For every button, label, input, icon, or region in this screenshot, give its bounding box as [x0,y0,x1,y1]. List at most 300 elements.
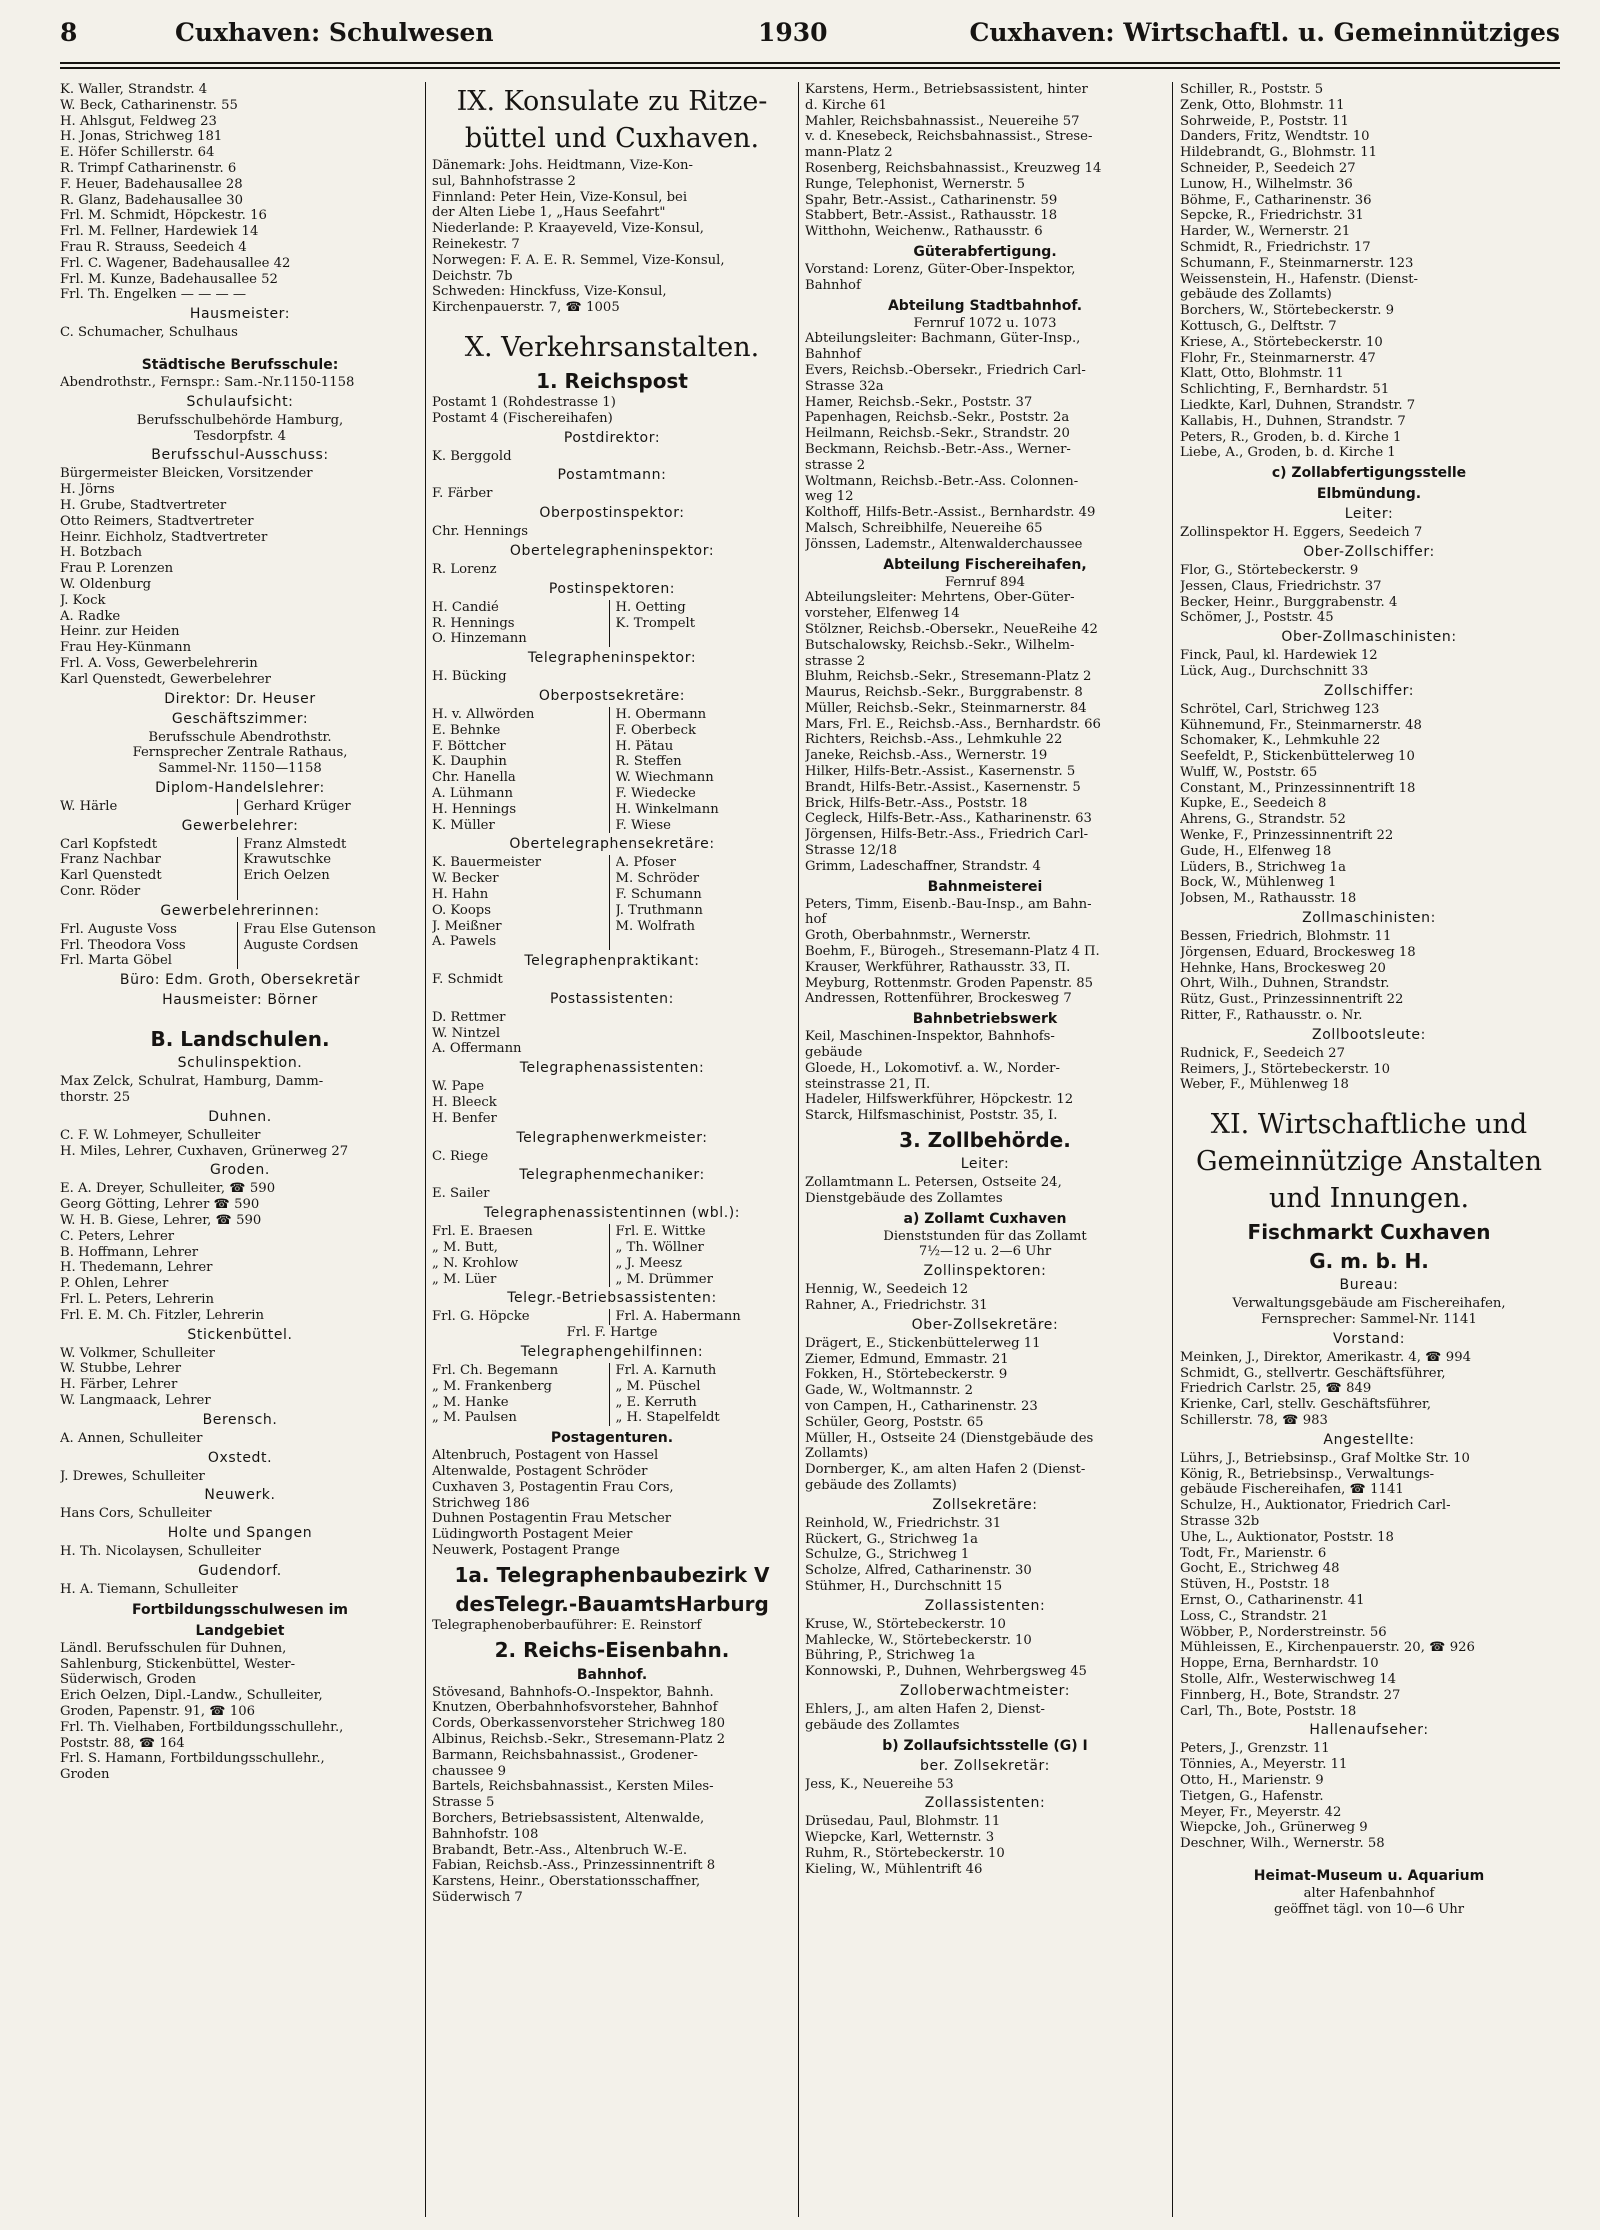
role-label: Telegraphenpraktikant: [524,953,700,970]
list-right [237,799,421,815]
entry-line: Frl. L. Peters, Lehrerin [60,1292,215,1308]
list-item: H. Oetting [615,599,686,615]
column-1 [60,82,420,2217]
role-label: Telegraphenassistenten: [519,1060,705,1077]
role-label: Zollsekretäre: [932,1496,1038,1513]
list-item: Krawutschke [243,852,332,868]
entry-line: Hildebrandt, G., Blohmstr. 11 [1180,145,1377,161]
entry-line: H. Ahlsgut, Feldweg 23 [60,113,217,129]
entry-line: Müller, Reichsb.-Sekr., Steinmarnerstr. 84 [805,700,1087,716]
entry-line: Kottusch, G., Delftstr. 7 [1180,318,1337,334]
entry-line: König, R., Betriebsinsp., Verwaltungs- [1180,1466,1435,1482]
role-label: Holte und Spangen [167,1525,313,1542]
entry-line: Frl. A. Voss, Gewerbelehrerin [60,655,258,671]
entry-line: Liedkte, Karl, Duhnen, Strandstr. 7 [1180,397,1416,413]
group-heading: Städtische Berufsschule: [141,356,339,373]
entry-line: Groth, Oberbahnmstr., Wernerstr. [805,928,1031,944]
entry-line: Lück, Aug., Durchschnitt 33 [1180,663,1369,679]
entry-line: W. H. B. Giese, Lehrer, ☎ 590 [60,1213,262,1229]
entry-line: Uhe, L., Auktionator, Poststr. 18 [1180,1529,1394,1545]
entry-line: Lüdingworth Postagent Meier [432,1527,633,1543]
entry-line: Bessen, Friedrich, Blohmstr. 11 [1180,929,1392,945]
entry-line: Peters, Timm, Eisenb.-Bau-Insp., am Bahn- [805,896,1092,912]
list-item: „ Th. Wöllner [615,1240,704,1256]
entry-line: W. Volkmer, Schulleiter [60,1345,215,1361]
entry-line: Beckmann, Reichsb.-Betr.-Ass., Werner- [805,441,1071,457]
entry-line: Ziemer, Edmund, Emmastr. 21 [805,1351,1009,1367]
entry-line: Constant, M., Prinzessinnentrift 18 [1180,780,1416,796]
entry-line: Neuwerk, Postagent Prange [432,1543,620,1559]
list-item: Frl. E. Braesen [432,1224,533,1240]
page-number: 8 [60,18,78,47]
role-label: Berufsschul-Ausschuss: [151,447,329,464]
entry-line: Hans Cors, Schulleiter [60,1506,212,1522]
entry-line: C. Peters, Lehrer [60,1228,175,1244]
entry-line: H. Miles, Lehrer, Cuxhaven, Grünerweg 27 [60,1143,349,1159]
entry-line: Duhnen Postagentin Frau Metscher [432,1511,672,1527]
entry-line: Frau R. Strauss, Seedeich 4 [60,239,247,255]
entry-line: hof [805,912,827,928]
list-right [237,922,421,969]
entry-line: Frl. M. Fellner, Hardewiek 14 [60,224,259,240]
role-label: Zollinspektoren: [923,1263,1047,1280]
two-column-list [60,837,420,900]
role-label: Ober-Zollmaschinisten: [1281,629,1457,646]
page-header [60,18,1560,60]
entry-line: Richters, Reichsb.-Ass., Lehmkuhle 22 [805,732,1063,748]
entry-line: Kallabis, H., Duhnen, Strandstr. 7 [1180,413,1406,429]
entry-line: W. Beck, Catharinenstr. 55 [60,97,238,113]
role-label: Oberpostinspektor: [539,505,685,522]
list-left [432,707,609,833]
list-left [432,855,609,950]
role-label: Telegr.-Betriebsassistenten: [507,1290,717,1307]
entry-line: Wiepcke, Joh., Grünerweg 9 [1180,1820,1368,1836]
list-right [609,1309,793,1325]
entry-line: Starck, Hilfsmaschinist, Poststr. 35, I. [805,1108,1058,1124]
entry-line: Schlichting, F., Bernhardstr. 51 [1180,382,1390,398]
group-heading: Elbmündung. [1316,486,1422,503]
list-item: Gerhard Krüger [243,798,351,814]
entry-line: H. Grube, Stadtvertreter [60,497,227,513]
entry-line: R. Trimpf Catharinenstr. 6 [60,160,237,176]
entry-line: Strasse 32b [1180,1514,1260,1529]
entry-line: Schneider, P., Seedeich 27 [1180,160,1356,176]
entry-line: Weber, F., Mühlenweg 18 [1180,1077,1349,1093]
role-label: Angestellte: [1323,1431,1415,1448]
role-label: Gudendorf. [198,1563,282,1579]
entry-line: weg 12 [805,489,854,505]
list-item: F. Wiese [615,817,671,833]
two-column-list [432,855,792,950]
entry-line: Schiller, R., Poststr. 5 [1180,82,1324,97]
entry-line: Müller, H., Ostseite 24 (Dienstgebäude des [805,1430,1094,1446]
list-item: W. Wiechmann [615,770,714,786]
entry-line: sul, Bahnhofstrasse 2 [432,173,576,189]
entry-line: Strasse 12/18 [805,843,898,859]
entry-line: Zenk, Otto, Blohmstr. 11 [1180,97,1345,113]
entry-line: Kirchenpauerstr. 7, ☎ 1005 [432,300,620,316]
column-3 [805,82,1165,2217]
entry-line: Deichstr. 7b [432,268,513,284]
entry-line: Danders, Fritz, Wendtstr. 10 [1180,129,1370,145]
entry-line: Chr. Hennings [432,524,529,540]
list-left [60,837,237,900]
entry-line: Konnowski, P., Duhnen, Wehrbergsweg 45 [805,1664,1087,1680]
entry-line: Malsch, Schreibhilfe, Neuereihe 65 [805,520,1043,536]
list-item: „ M. Butt, [432,1240,498,1256]
entry-line: Erich Oelzen, Dipl.-Landw., Schulleiter, [60,1688,323,1704]
entry-line: Gude, H., Elfenweg 18 [1180,843,1332,859]
entry-line: von Campen, H., Catharinenstr. 23 [805,1398,1038,1414]
entry-line: Tietgen, G., Hafenstr. [1180,1788,1324,1804]
entry-line: Tönnies, A., Meyerstr. 11 [1180,1757,1348,1773]
entry-line: H. Thedemann, Lehrer [60,1260,213,1276]
column-divider-3 [1172,82,1173,2217]
list-left [432,1309,609,1325]
entry-line: Norwegen: F. A. E. R. Semmel, Vize-Konsul, [432,252,725,268]
entry-line: Max Zelck, Schulrat, Hamburg, Damm- [60,1074,324,1090]
section-heading: XI. Wirtschaftliche und [1210,1109,1528,1141]
entry-line: Kupke, E., Seedeich 8 [1180,796,1327,812]
role-label: Zolloberwachtmeister: [899,1682,1071,1699]
entry-line: Hilker, Hilfs-Betr.-Assist., Kasernenstr. 5 [805,764,1076,780]
entry-line: Kruse, W., Störtebeckerstr. 10 [805,1616,1006,1632]
role-label: Berensch. [202,1411,278,1428]
entry-line: H. Jonas, Strichweg 181 [60,129,223,145]
entry-line: Gade, W., Woltmannstr. 2 [805,1383,974,1399]
entry-line: Lunow, H., Wilhelmstr. 36 [1180,176,1353,192]
two-column-list [432,707,792,833]
role-label: Zollschiffer: [1323,682,1415,699]
group-heading: c) Zollabfertigungsstelle [1271,465,1467,482]
entry-line: Papenhagen, Reichsb.-Sekr., Poststr. 2a [805,410,1070,426]
entry-line: Stölzner, Reichsb.-Obersekr., NeueReihe 42 [805,621,1098,637]
subsection-heading: 3. Zollbehörde. [899,1128,1071,1153]
entry-line: Kieling, W., Mühlentrift 46 [805,1861,983,1877]
entry-line: Stabbert, Betr.-Assist., Rathausstr. 18 [805,208,1058,224]
entry-line: gebäude des Zollamts) [805,1477,957,1493]
entry-line: Böhme, F., Catharinenstr. 36 [1180,192,1372,208]
entry-line: Frau P. Lorenzen [60,561,174,577]
entry-line: Jörgensen, Eduard, Brockesweg 18 [1180,944,1416,960]
list-item: A. Pawels [432,934,497,950]
entry-line: Schulze, H., Auktionator, Friedrich Carl- [1180,1498,1451,1514]
spacer [1180,1093,1558,1105]
two-column-list [60,922,420,969]
entry-line: Frl. C. Wagener, Badehausallee 42 [60,255,291,271]
list-item: Frl. Marta Göbel [60,953,173,969]
entry-line: H. Jörns [60,482,115,498]
two-column-list [432,1363,792,1426]
entry-line: Peters, J., Grenzstr. 11 [1180,1741,1330,1757]
entry-line: Ohrt, Wilh., Duhnen, Strandstr. [1180,976,1390,992]
entry-line: steinstrasse 21, Π. [805,1076,931,1092]
entry-line: F. Heuer, Badehausallee 28 [60,176,243,192]
role-label: Groden. [210,1162,270,1179]
entry-line: Schrötel, Carl, Strichweg 123 [1180,701,1380,717]
entry-line: v. d. Knesebeck, Reichsbahnassist., Strese- [805,129,1093,145]
role-label: Direktor: Dr. Heuser [164,690,316,707]
spacer [60,341,420,353]
role-label: Diplom-Handelslehrer: [155,779,325,796]
list-item: O. Hinzemann [432,631,527,647]
header-rule-top [60,62,1560,64]
list-item: „ M. Drümmer [615,1271,713,1287]
role-label: Postassistenten: [550,990,674,1007]
group-heading: Bahnbetriebswerk [912,1011,1058,1028]
role-label: Zollassistenten: [924,1597,1046,1614]
entry-line: Hehnke, Hans, Brockesweg 20 [1180,960,1386,976]
entry-line: strasse 2 [805,457,866,473]
entry-line: Abteilungsleiter: Bachmann, Güter-Insp., [805,331,1081,347]
list-item: O. Koops [432,902,492,918]
role-label: Obertelegrapheninspektor: [509,542,715,559]
entry-line: Karl Quenstedt, Gewerbelehrer [60,671,271,687]
entry-line: Flor, G., Störtebeckerstr. 9 [1180,562,1359,578]
column-2 [432,82,792,2217]
entry-line: Gloede, H., Lokomotivf. a. W., Norder- [805,1060,1060,1076]
entry-line: Lüders, B., Strichweg 1a [1180,859,1346,875]
entry-line: P. Ohlen, Lehrer [60,1276,169,1292]
entry-line: Stövesand, Bahnhofs-O.-Inspektor, Bahnh. [432,1684,714,1700]
entry-line: chaussee 9 [432,1763,506,1779]
list-item: Karl Quenstedt [60,868,162,884]
entry-line: Karstens, Heinr., Oberstationsschaffner, [432,1874,701,1890]
role-label: ber. Zollsekretär: [920,1757,1050,1774]
entry-line: E. Höfer Schillerstr. 64 [60,145,215,161]
entry-line: W. Pape [432,1079,485,1095]
entry-line: Frl. Th. Vielhaben, Fortbildungsschullehr., [60,1719,344,1735]
entry-line: Janeke, Reichsb.-Ass., Wernerstr. 19 [805,748,1048,764]
entry-line: Süderwisch 7 [432,1889,523,1905]
entry-line: Lührs, J., Betriebsinsp., Graf Moltke Str. 10 [1180,1450,1470,1466]
group-heading: Heimat-Museum u. Aquarium [1253,1867,1485,1884]
entry-line: Brick, Hilfs-Betr.-Ass., Poststr. 18 [805,795,1028,811]
role-label: Leiter: [960,1156,1010,1173]
list-item: F. Böttcher [432,738,506,754]
entry-line: Dienstgebäude des Zollamtes [805,1190,1003,1206]
entry-line: Zollamts) [805,1446,869,1462]
entry-line: Finck, Paul, kl. Hardewiek 12 [1180,648,1378,664]
list-item: Frau Else Gutenson [243,921,376,937]
entry-line: Postamt 1 (Rohdestrasse 1) [432,394,616,410]
entry-line: Hadeler, Hilfswerkführer, Höpckestr. 12 [805,1092,1074,1108]
entry-line: H. Benfer [432,1110,497,1126]
entry-line: Mahler, Reichsbahnassist., Neuereihe 57 [805,113,1080,129]
entry-line: Abendrothstr., Fernspr.: Sam.-Nr.1150-1158 [60,374,355,390]
entry-line: Evers, Reichsb.-Obersekr., Friedrich Carl- [805,362,1086,378]
entry-line: Groden [60,1767,110,1783]
list-item: K. Bauermeister [432,855,542,871]
entry-line: Heinr. zur Heiden [60,624,180,640]
list-left [60,922,237,969]
spacer [60,1011,420,1023]
entry-line: B. Hoffmann, Lehrer [60,1244,199,1260]
subsection-heading: 1a. Telegraphenbaubezirk V [454,1562,770,1587]
group-heading: a) Zollamt Cuxhaven [903,1210,1067,1227]
role-label: Leiter: [1344,506,1394,523]
entry-line: Jess, K., Neuereihe 53 [805,1776,954,1792]
role-label: Telegraphenwerkmeister: [516,1129,708,1146]
entry-line: J. Drewes, Schulleiter [60,1468,205,1484]
list-item: Frl. E. Wittke [615,1224,706,1240]
entry-line: Borchers, Betriebsassistent, Altenwalde, [432,1810,705,1826]
list-item: H. Hennings [432,801,517,817]
list-item: M. Schröder [615,871,700,887]
left-running-title: Cuxhaven: Schulwesen [175,18,494,47]
entry-line: Boehm, F., Bürogeh., Stresemann-Platz 4 Π. [805,944,1100,960]
entry-line: Loss, C., Strandstr. 21 [1180,1608,1329,1624]
list-item: F. Wiedecke [615,785,696,801]
entry-line: Dornberger, K., am alten Hafen 2 (Dienst- [805,1462,1086,1478]
list-item: „ E. Kerruth [615,1394,697,1410]
centered-line: Fernruf 1072 u. 1073 [913,315,1057,331]
entry-line: Peters, R., Groden, b. d. Kirche 1 [1180,429,1402,445]
role-label: Zollmaschinisten: [1302,910,1436,927]
entry-line: Kolthoff, Hilfs-Betr.-Assist., Bernhardstr. 49 [805,505,1096,521]
list-item: Frl. A. Karnuth [615,1363,717,1379]
two-column-list [432,1309,792,1325]
role-label: Zollbootsleute: [1312,1026,1426,1043]
entry-line: Schillerstr. 78, ☎ 983 [1180,1413,1328,1429]
entry-line: Schweden: Hinckfuss, Vize-Konsul, [432,284,667,300]
role-label: Hausmeister: Börner [162,992,318,1009]
entry-line: Meyburg, Rottenmstr. Groden Papenstr. 85 [805,975,1094,991]
entry-line: W. Oldenburg [60,576,152,592]
centered-line: Sammel-Nr. 1150—1158 [158,761,322,777]
role-label: Gewerbelehrer: [181,817,299,834]
entry-line: Otto Reimers, Stadtvertreter [60,513,254,529]
entry-line: Spahr, Betr.-Assist., Catharinenstr. 59 [805,192,1058,208]
entry-line: Frl. Th. Engelken — — — — [60,287,247,303]
role-label: Ober-Zollschiffer: [1303,543,1435,560]
centered-line: Berufsschulbehörde Hamburg, [136,412,344,428]
entry-line: Ländl. Berufsschulen für Duhnen, [60,1640,287,1656]
entry-line: Bock, W., Mühlenweg 1 [1180,875,1337,891]
entry-line: Meinken, J., Direktor, Amerikastr. 4, ☎ 994 [1180,1349,1471,1365]
entry-line: Drüsedau, Paul, Blohmstr. 11 [805,1814,1001,1830]
entry-line: F. Färber [432,486,493,502]
entry-line: Frl. E. M. Ch. Fitzler, Lehrerin [60,1307,264,1323]
two-column-list [432,1224,792,1287]
entry-line: der Alten Liebe 1, „Haus Seefahrt" [432,205,666,221]
list-item: F. Oberbeck [615,722,696,738]
entry-line: Schmidt, G., stellvertr. Geschäftsführer, [1180,1365,1446,1381]
entry-line: Ehlers, J., am alten Hafen 2, Dienst- [805,1701,1045,1717]
entry-line: R. Lorenz [432,561,497,577]
entry-line: Rudnick, F., Seedeich 27 [1180,1045,1345,1061]
centered-line: Dienststunden für das Zollamt [883,1228,1087,1244]
entry-line: Borchers, W., Störtebeckerstr. 9 [1180,303,1395,319]
list-item: M. Wolfrath [615,918,696,934]
entry-line: Carl, Th., Bote, Poststr. 18 [1180,1703,1357,1719]
list-item: Frl. Theodora Voss [60,937,186,953]
list-item: Frl. Auguste Voss [60,921,177,937]
list-item: W. Härle [60,798,118,814]
entry-line: Schömer, J., Poststr. 45 [1180,610,1334,626]
entry-line: Mars, Frl. E., Reichsb.-Ass., Bernhardstr. 66 [805,716,1101,732]
entry-line: H. Bücking [432,669,507,685]
entry-line: Zollinspektor H. Eggers, Seedeich 7 [1180,525,1423,541]
centered-line: Fernsprecher: Sammel-Nr. 1141 [1261,1312,1477,1328]
entry-line: Rückert, G., Strichweg 1a [805,1531,978,1547]
entry-line: Todt, Fr., Marienstr. 6 [1180,1545,1327,1561]
role-label: Vorstand: [1332,1330,1406,1347]
entry-line: Knutzen, Oberbahnhofsvorsteher, Bahnhof [432,1700,718,1716]
list-item: K. Müller [432,817,495,833]
entry-line: Jönssen, Lademstr., Altenwalderchaussee [805,536,1083,552]
entry-line: Wulff, W., Poststr. 65 [1180,764,1318,780]
list-item: H. Pätau [615,738,674,754]
list-item: Franz Nachbar [60,852,161,868]
list-item: W. Becker [432,871,499,887]
role-label: Schulinspektion. [177,1055,303,1072]
entry-line: Karstens, Herm., Betriebsassistent, hinter [805,82,1088,97]
list-item: Carl Kopfstedt [60,836,158,852]
role-label: Ober-Zollsekretäre: [911,1316,1059,1333]
entry-line: Otto, H., Marienstr. 9 [1180,1772,1324,1788]
entry-line: Albinus, Reichsb.-Sekr., Stresemann-Platz 2 [432,1732,726,1747]
role-label: Duhnen. [208,1108,272,1125]
entry-line: Jörgensen, Hilfs-Betr.-Ass., Friedrich Carl- [805,827,1089,843]
list-item: K. Dauphin [432,754,507,770]
entry-line: Zollamtmann L. Petersen, Ostseite 24, [805,1175,1062,1191]
entry-line: Mahlecke, W., Störtebeckerstr. 10 [805,1632,1032,1648]
group-heading: Postagenturen. [550,1430,674,1447]
list-item: H. Hahn [432,886,489,902]
entry-line: R. Glanz, Badehausallee 30 [60,192,244,208]
entry-line: Brabandt, Betr.-Ass., Altenbruch W.-E. [432,1842,688,1858]
group-heading: Güterabfertigung. [913,243,1057,260]
entry-line: Wöbber, P., Norderstreinstr. 56 [1180,1624,1387,1640]
entry-line: Fabian, Reichsb.-Ass., Prinzessinnentrift 8 [432,1858,716,1874]
role-label: Geschäftszimmer: [171,710,309,727]
role-label: Neuwerk. [204,1487,276,1504]
entry-line: W. Langmaack, Lehrer [60,1393,211,1409]
entry-line: Frl. S. Hamann, Fortbildungsschullehr., [60,1751,325,1767]
entry-line: Cords, Oberkassenvorsteher Strichweg 180 [432,1716,725,1732]
entry-line: Reinhold, W., Friedrichstr. 31 [805,1515,1002,1531]
entry-line: Bürgermeister Bleicken, Vorsitzender [60,466,313,482]
entry-line: Witthohn, Weichenw., Rathausstr. 6 [805,224,1043,240]
list-item: „ M. Hanke [432,1394,509,1410]
entry-line: K. Waller, Strandstr. 4 [60,82,208,97]
entry-line: D. Rettmer [432,1009,506,1025]
entry-line: Ritter, F., Rathausstr. o. Nr. [1180,1008,1363,1024]
role-label: Hallenaufseher: [1309,1722,1429,1739]
entry-line: gebäude Fischereihafen, ☎ 1141 [1180,1482,1404,1498]
list-right [609,1363,793,1426]
group-heading: Landgebiet [195,1622,285,1639]
entry-line: Runge, Telephonist, Wernerstr. 5 [805,176,1026,192]
entry-line: H. Bleeck [432,1095,497,1111]
list-item: E. Behnke [432,722,501,738]
role-label: Telegrapheninspektor: [527,650,697,667]
role-label: Bureau: [1339,1277,1399,1294]
entry-line: Woltmann, Reichsb.-Betr.-Ass. Colonnen- [805,473,1079,489]
entry-line: Krauser, Werkführer, Rathausstr. 33, Π. [805,959,1071,975]
list-item: Frl. Ch. Begemann [432,1363,559,1379]
entry-line: Vorstand: Lorenz, Güter-Ober-Inspektor, [805,261,1076,277]
entry-line: Hennig, W., Seedeich 12 [805,1282,969,1298]
entry-line: W. Nintzel [432,1025,501,1041]
role-label: Postamtmann: [557,467,667,484]
list-item: Franz Almstedt [243,836,347,852]
year-label: 1930 [758,18,828,47]
entry-line: Altenbruch, Postagent von Hassel [432,1448,659,1464]
list-item: Auguste Cordsen [243,937,359,953]
